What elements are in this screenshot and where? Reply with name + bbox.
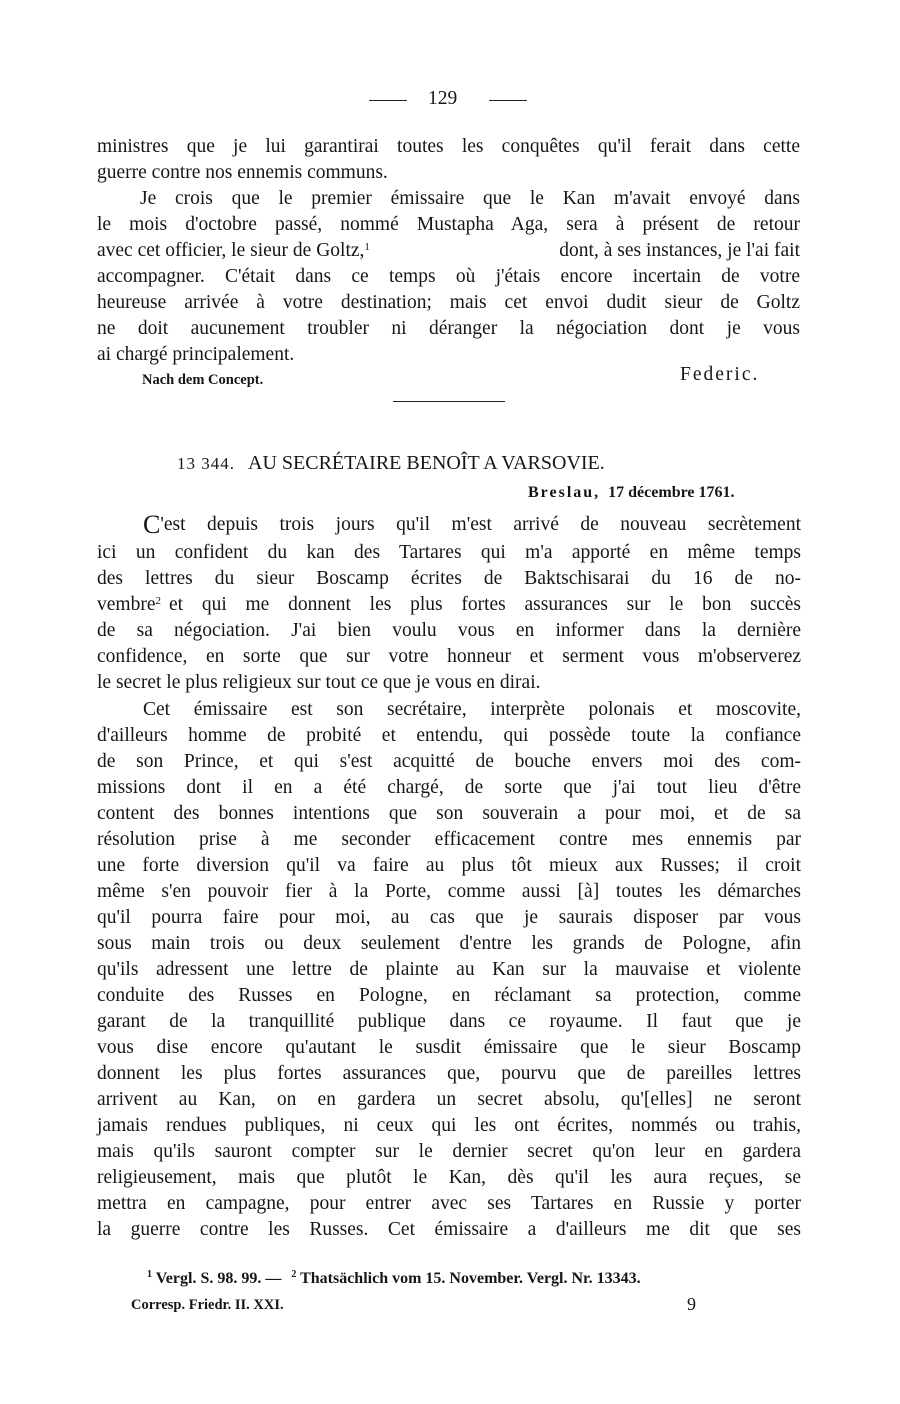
date: 17 décembre 1761. xyxy=(608,484,735,501)
text-line: ici un confident du kan des Tartares qui m'a apporté en même temps xyxy=(97,542,801,563)
text-line: sous main trois ou deux seulement d'entre les grands de Pologne, afin xyxy=(97,933,801,954)
header-rule-right xyxy=(489,100,527,101)
letter-title: AU SECRÉTAIRE BENOÎT A VARSOVIE. xyxy=(248,452,605,474)
text-line: missions dont il en a été chargé, de sorte que j'ai tout lieu d'être xyxy=(97,777,801,798)
footnote-1: Vergl. S. 98. 99. — xyxy=(155,1270,282,1287)
footnotes xyxy=(147,1270,641,1288)
signature-mark: 9 xyxy=(687,1294,696,1314)
signature: Federic. xyxy=(680,364,760,385)
source-note: Nach dem Concept. xyxy=(142,372,264,388)
text-line: Cet émissaire est son secrétaire, interprète polonais et moscovite, xyxy=(143,699,801,720)
text-line: le mois d'octobre passé, nommé Mustapha Aga, sera à présent de retour xyxy=(97,214,800,235)
text-line xyxy=(97,592,801,618)
text-line: ai chargé principalement. xyxy=(97,344,295,365)
text-line: conduite des Russes en Pologne, en réclamant sa protection, comme xyxy=(97,985,801,1006)
text-line: heureuse arrivée à votre destination; mais cet envoi dudit sieur de Goltz xyxy=(97,292,800,313)
text-line: garant de la tranquillité publique dans ce royaume. Il faut que je xyxy=(97,1011,801,1032)
footnote-mark: 1 xyxy=(364,241,370,253)
text-line-part: vembre$^2$ xyxy=(97,594,161,615)
text-line-part: et qui me donnent les plus fortes assurances sur le bon succès xyxy=(168,594,801,615)
section-divider xyxy=(393,401,505,402)
place: Breslau, xyxy=(528,484,601,501)
text-line: accompagner. C'était dans ce temps où j'étais encore incertain de votre xyxy=(97,266,800,287)
footnote-2: Thatsächlich vom 15. November. Vergl. Nr. 13343. xyxy=(300,1270,641,1287)
footnote-mark: 2 xyxy=(155,595,161,607)
text-line: confidence, en sorte que sur votre honneur et serment vous m'observerez xyxy=(97,646,801,667)
text-line: content des bonnes intentions que son souverain a pour moi, et de sa xyxy=(97,803,801,824)
text-line: de son Prince, et qui s'est acquitté de bouche envers moi des com- xyxy=(97,751,801,772)
text-line: mettra en campagne, pour entrer avec ses Tartares en Russie y porter xyxy=(97,1193,801,1214)
text-line: la guerre contre les Russes. Cet émissaire a d'ailleurs me dit que ses xyxy=(97,1219,801,1240)
dateline xyxy=(528,484,735,502)
text-line: le secret le plus religieux sur tout ce que je vous en dirai. xyxy=(97,672,541,693)
text-line: guerre contre nos ennemis communs. xyxy=(97,162,388,183)
text-line: même s'en pouvoir fier à la Porte, comme aussi [à] toutes les démarches xyxy=(97,881,801,902)
text-line-part: avec cet officier, le sieur de Goltz,$^1$ xyxy=(97,240,370,261)
text-line: d'ailleurs homme de probité et entendu, qui possède toute la confiance xyxy=(97,725,801,746)
text-line: ministres que je lui garantirai toutes les conquêtes qu'il ferait dans cette xyxy=(97,136,800,157)
text-line-part: dont, à ses instances, je l'ai fait xyxy=(559,240,800,261)
bottom-left-note: Corresp. Friedr. II. XXI. xyxy=(131,1297,284,1313)
text-line: vous dise encore qu'autant le susdit émissaire que le sieur Boscamp xyxy=(97,1037,801,1058)
letter-heading xyxy=(177,452,605,475)
drop-letter: C xyxy=(143,510,161,539)
text-line: qu'il pourra faire pour moi, au cas que je saurais disposer par vous xyxy=(97,907,801,928)
text-line: ne doit aucunement troubler ni déranger la négociation dont je vous xyxy=(97,318,800,339)
letter-number: 13 344. xyxy=(177,454,235,473)
header-rule-left xyxy=(369,100,407,101)
text-line: donnent les plus fortes assurances que, pourvu que de pareilles lettres xyxy=(97,1063,801,1084)
text-line xyxy=(143,512,801,538)
text-line: Je crois que le premier émissaire que le Kan m'avait envoyé dans xyxy=(140,188,800,209)
text-line: qu'ils adressent une lettre de plainte au Kan sur la mauvaise et violente xyxy=(97,959,801,980)
text-line: religieusement, mais que plutôt le Kan, dès qu'il les aura reçues, se xyxy=(97,1167,801,1188)
text-line xyxy=(97,238,800,264)
page-number: 129 xyxy=(428,88,458,109)
text-line: résolution prise à me seconder efficacement contre mes ennemis par xyxy=(97,829,801,850)
text-line: des lettres du sieur Boscamp écrites de Baktschisarai du 16 de no- xyxy=(97,568,801,589)
text-line: une forte diversion qu'il va faire au plus tôt mieux aux Russes; il croit xyxy=(97,855,801,876)
text-line-part: 'est depuis trois jours qu'il m'est arrivé de nouveau secrètement xyxy=(160,514,801,535)
text-line: mais qu'ils sauront compter sur le dernier secret qu'on leur en gardera xyxy=(97,1141,801,1162)
footnote-mark: 2 xyxy=(291,1269,297,1280)
text-line: de sa négociation. J'ai bien voulu vous en informer dans la dernière xyxy=(97,620,801,641)
text-line: jamais rendues publiques, ni ceux qui les ont écrites, nommés ou trahis, xyxy=(97,1115,801,1136)
text-line: arrivent au Kan, on en gardera un secret absolu, qu'[elles] ne seront xyxy=(97,1089,801,1110)
footnote-mark: 1 xyxy=(147,1269,152,1280)
